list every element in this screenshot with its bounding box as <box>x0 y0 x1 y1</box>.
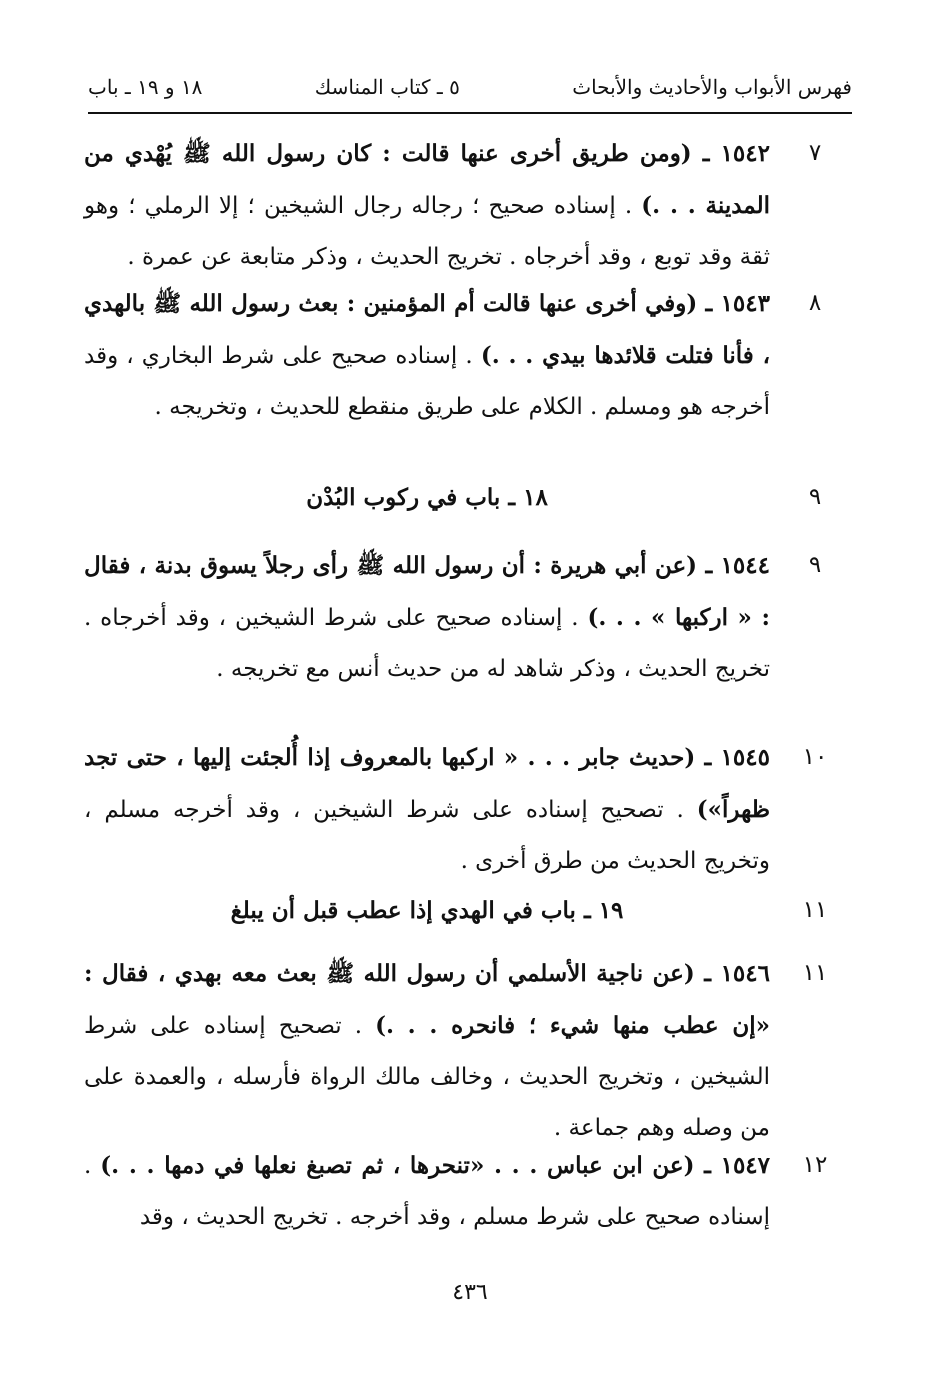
hadith-text: ١٥٤٣ ـ (وفي أخرى عنها قالت أم المؤمنين : بعث رسول الله ﷺ بالهدي ، فأنا فتلت قلائدها بيدي . . .) <box>84 290 770 369</box>
hadith-text: ١٥٤٧ ـ (عن ابن عباس . . . «تنحرها ، ثم تصبغ نعلها في دمها . . .) <box>100 1152 771 1179</box>
page-ref: ١٢ <box>802 1152 828 1178</box>
header-book-title: ٥ ـ كتاب المناسك <box>314 75 460 99</box>
page-ref: ٨ <box>808 290 822 316</box>
header-index-title: فهرس الأبواب والأحاديث والأبحاث <box>572 75 852 99</box>
page-number: ٤٣٦ <box>452 1280 488 1305</box>
hadith-entry <box>84 948 840 1154</box>
page-ref: ٩ <box>808 484 822 510</box>
running-header <box>88 62 852 114</box>
hadith-entry <box>84 732 840 887</box>
hadith-entry <box>84 128 840 283</box>
hadith-text: ١٥٤٦ ـ (عن ناجية الأسلمي أن رسول الله ﷺ بعث معه بهدي ، فقال : «إن عطب منها شيء ؛ فانحره . . .) <box>84 960 770 1039</box>
hadith-entry <box>84 540 840 695</box>
chapter-heading: ١٩ ـ باب في الهدي إذا عطب قبل أن يبلغ <box>230 897 624 924</box>
header-chapter-range: ١٨ و ١٩ ـ باب <box>88 75 203 99</box>
entry-commentary: . إسناده صحيح على شرط مسلم ، وقد أخرجه . تخريج الحديث ، وقد <box>84 1153 770 1230</box>
page-ref: ١٠ <box>802 744 828 770</box>
entry-commentary: . إسناده صحيح على شرط الشيخين ، وقد أخرجاه . تخريج الحديث ، وذكر شاهد له من حديث أنس مع تخريجه . <box>84 605 770 682</box>
page-ref: ٧ <box>808 140 822 166</box>
chapter-heading: ١٨ ـ باب في ركوب البُدْن <box>306 484 548 511</box>
page-ref: ١١ <box>802 960 828 986</box>
entry-commentary: . إسناده صحيح ؛ رجاله رجال الشيخين ؛ إلا الرملي ؛ وهو ثقة وقد توبع ، وقد أخرجاه . تخريج الحديث ، وذكر متابعة عن عمرة . <box>84 193 770 270</box>
entry-commentary: . تصحيح إسناده على شرط الشيخين ، وقد أخرجه مسلم ، وتخريج الحديث من طرق أخرى . <box>84 797 770 874</box>
hadith-text: ١٥٤٥ ـ (حديث جابر . . . « اركبها بالمعروف إذا أُلجئت إليها ، حتى تجد ظهراً») <box>84 744 770 823</box>
hadith-entry <box>84 278 840 433</box>
entry-commentary: . تصحيح إسناده على شرط الشيخين ، وتخريج الحديث ، وخالف مالك الرواة فأرسله ، والعمدة على من وصله وهم جماعة . <box>84 1013 770 1141</box>
hadith-entry <box>84 1140 840 1243</box>
entry-commentary: . إسناده صحيح على شرط البخاري ، وقد أخرجه هو ومسلم . الكلام على طريق منقطع للحديث ، وتخريجه . <box>84 343 770 420</box>
page-ref: ١١ <box>802 897 828 923</box>
page-ref: ٩ <box>808 552 822 578</box>
hadith-text: ١٥٤٢ ـ (ومن طريق أخرى عنها قالت : كان رسول الله ﷺ يُهْدي من المدينة . . .) <box>84 140 770 219</box>
hadith-text: ١٥٤٤ ـ (عن أبي هريرة : أن رسول الله ﷺ رأى رجلاً يسوق بدنة ، فقال : « اركبها » . . .) <box>84 552 770 631</box>
